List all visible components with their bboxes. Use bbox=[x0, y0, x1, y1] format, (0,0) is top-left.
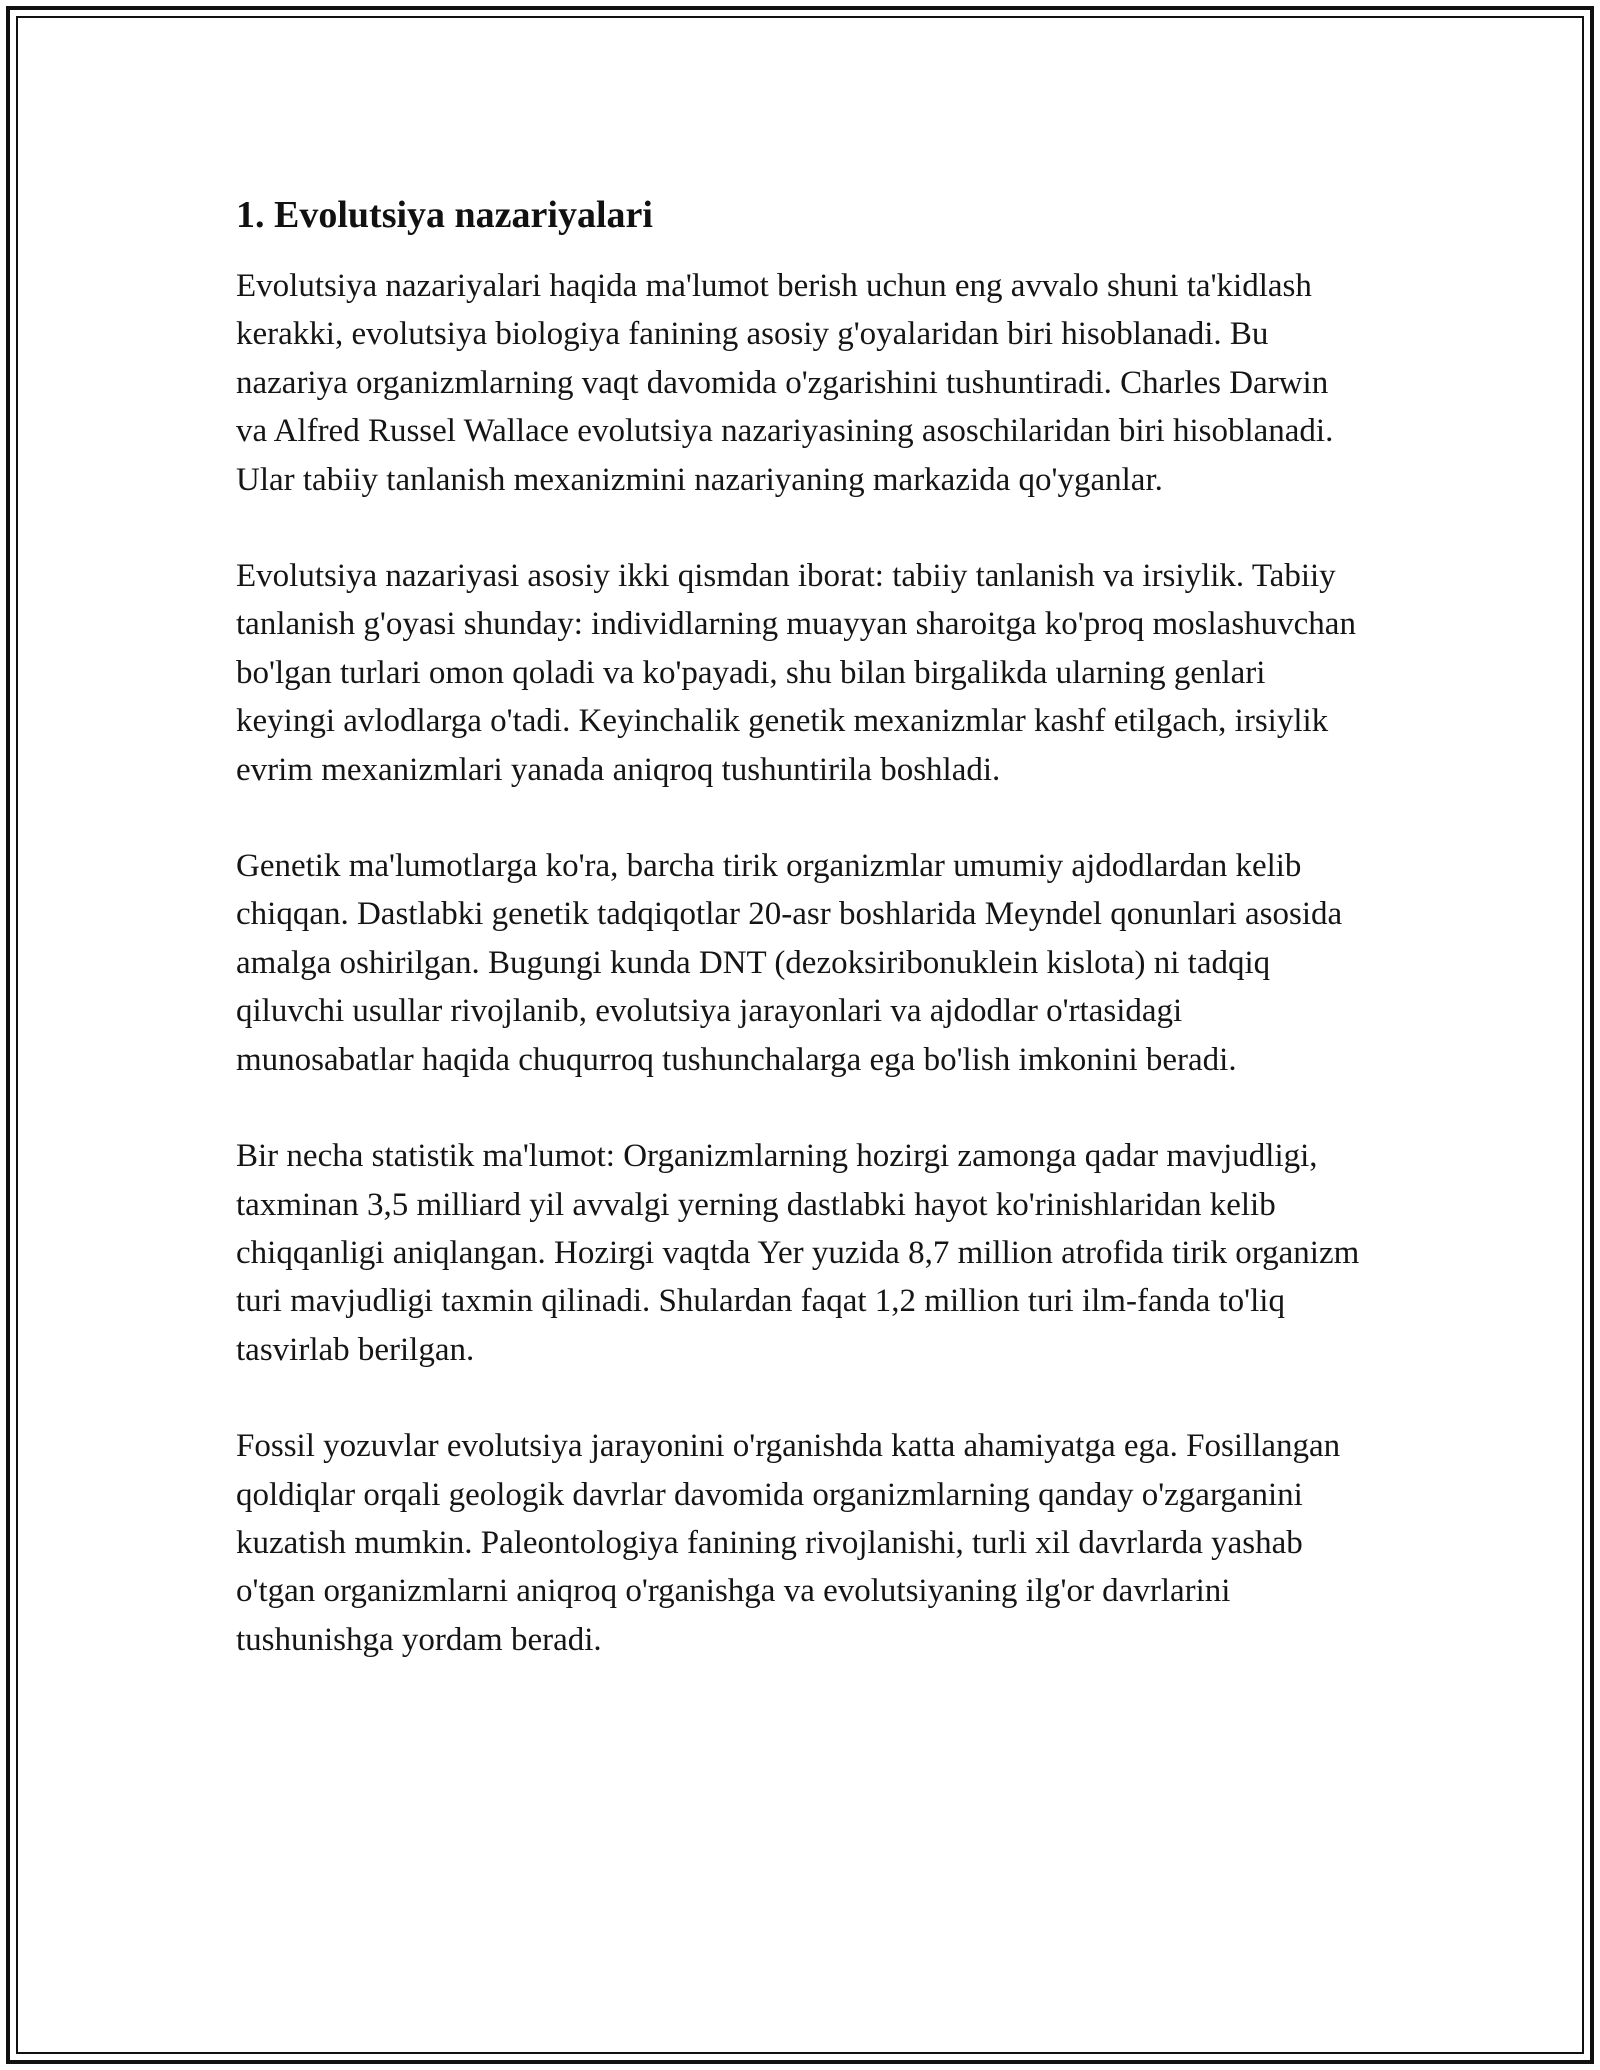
document-body bbox=[236, 190, 1366, 1712]
paragraph-4: Bir necha statistik ma'lumot: Organizmlarning hozirgi zamonga qadar mavjudligi, taxminan 3,5 milliard yil avvalgi yerning dastlabki hayot ko'rinishlaridan kelib chiqqanligi aniqlangan. Hozirgi vaqtda Yer yuzida 8,7 million atrofida tirik organizm turi mavjudligi taxmin qilinadi. Shulardan faqat 1,2 million turi ilm-fanda to'liq tasvirlab berilgan. bbox=[236, 1138, 1360, 1368]
paragraph-3: Genetik ma'lumotlarga ko'ra, barcha tirik organizmlar umumiy ajdodlardan kelib chiqqan. Dastlabki genetik tadqiqotlar 20-asr boshlarida Meyndel qonunlari asosida amalga oshirilgan. Bugungi kunda DNT (dezoksiribonuklein kislota) ni tadqiq qiluvchi usullar rivojlanib, evolutsiya jarayonlari va ajdodlar o'rtasidagi munosabatlar haqida chuqurroq tushunchalarga ega bo'lish imkonini beradi. bbox=[236, 848, 1343, 1078]
section-heading: 1. Evolutsiya nazariyalari bbox=[236, 194, 653, 236]
paragraph-2: Evolutsiya nazariyasi asosiy ikki qismdan iborat: tabiiy tanlanish va irsiylik. Tabiiy tanlanish g'oyasi shunday: individlarning muayyan sharoitga ko'proq moslashuvchan bo'lgan turlari omon qoladi va ko'payadi, shu bilan birgalikda ularning genlari keyingi avlodlarga o'tadi. Keyinchalik genetik mexanizmlar kashf etilgach, irsiylik evrim mexanizmlari yanada aniqroq tushuntirila boshladi. bbox=[236, 558, 1356, 788]
paragraph-5: Fossil yozuvlar evolutsiya jarayonini o'rganishda katta ahamiyatga ega. Fosillangan qoldiqlar orqali geologik davrlar davomida organizmlarning qanday o'zgarganini kuzatish mumkin. Paleontologiya fanining rivojlanishi, turli xil davrlarda yashab o'tgan organizmlarni aniqroq o'rganishga va evolutsiyaning ilg'or davrlarini tushunishga yordam beradi. bbox=[236, 1428, 1341, 1658]
paragraph-1: Evolutsiya nazariyalari haqida ma'lumot berish uchun eng avvalo shuni ta'kidlash kerakki, evolutsiya biologiya fanining asosiy g'oyalaridan biri hisoblanadi. Bu nazariya organizmlarning vaqt davomida o'zgarishini tushuntiradi. Charles Darwin va Alfred Russel Wallace evolutsiya nazariyasining asoschilaridan biri hisoblanadi. Ular tabiiy tanlanish mexanizmini nazariyaning markazida qo'yganlar. bbox=[236, 268, 1334, 498]
